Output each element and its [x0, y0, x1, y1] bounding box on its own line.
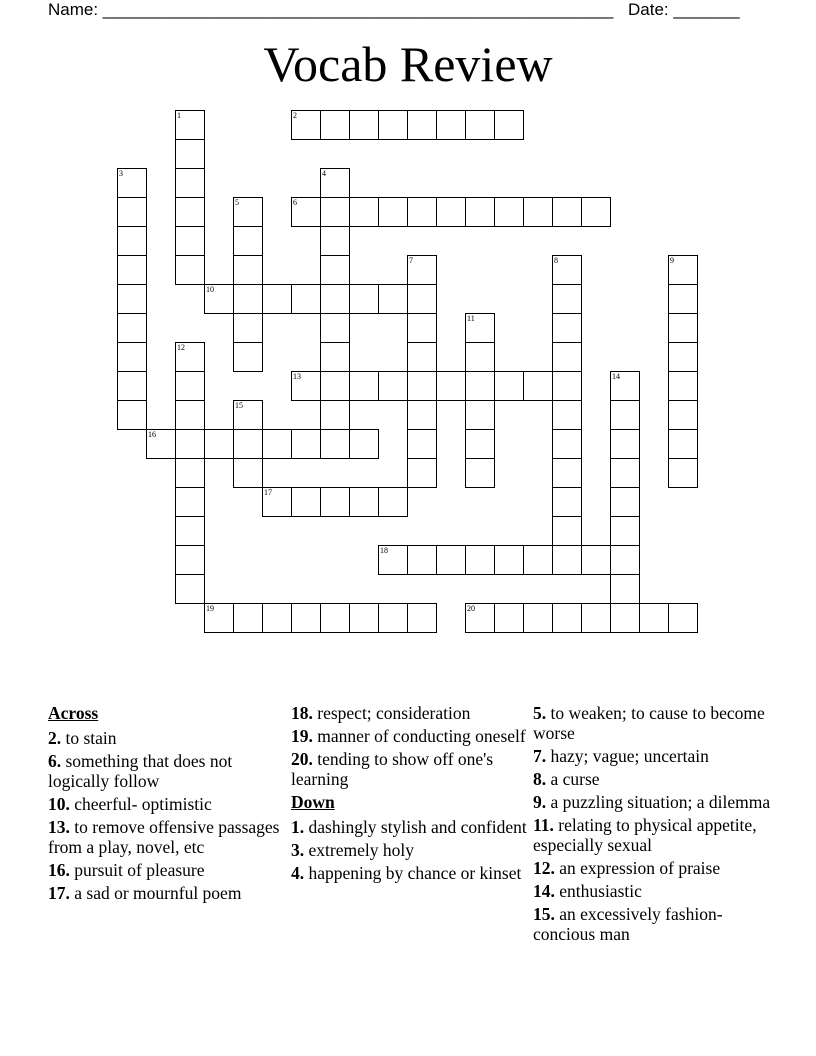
grid-cell[interactable] — [349, 487, 379, 517]
grid-cell[interactable] — [581, 603, 611, 633]
grid-cell[interactable] — [175, 110, 205, 140]
grid-cell[interactable] — [523, 603, 553, 633]
grid-cell[interactable] — [262, 487, 292, 517]
grid-cell[interactable] — [378, 371, 408, 401]
clue-item — [291, 840, 531, 860]
clue-item — [291, 749, 531, 789]
clue-number: 9 — [670, 256, 674, 265]
grid-cell[interactable] — [175, 226, 205, 256]
clue-number: 14 — [612, 372, 620, 381]
grid-cell[interactable] — [552, 429, 582, 459]
grid-cell[interactable] — [117, 255, 147, 285]
grid-cell[interactable] — [639, 603, 669, 633]
grid-cell[interactable] — [320, 197, 350, 227]
grid-cell[interactable] — [320, 284, 350, 314]
clue-item-number: 20. — [291, 749, 313, 769]
grid-cell[interactable] — [175, 574, 205, 604]
grid-cell[interactable] — [262, 603, 292, 633]
grid-cell[interactable] — [117, 371, 147, 401]
grid-cell[interactable] — [610, 487, 640, 517]
clue-number: 8 — [554, 256, 558, 265]
grid-cell[interactable] — [668, 342, 698, 372]
clue-item-text: happening by chance or kinset — [304, 863, 522, 883]
grid-cell[interactable] — [233, 342, 263, 372]
clue-number: 15 — [235, 401, 243, 410]
clue-item-number: 16. — [48, 860, 70, 880]
grid-cell[interactable] — [552, 255, 582, 285]
clue-section-heading: Down — [291, 792, 335, 812]
grid-cell[interactable] — [378, 603, 408, 633]
grid-cell[interactable] — [175, 255, 205, 285]
grid-cell[interactable] — [320, 371, 350, 401]
grid-cell[interactable] — [175, 516, 205, 546]
grid-cell[interactable] — [233, 429, 263, 459]
clue-item-number: 13. — [48, 817, 70, 837]
grid-cell[interactable] — [552, 284, 582, 314]
page-title: Vocab Review — [263, 36, 553, 92]
grid-cell[interactable] — [175, 458, 205, 488]
grid-cell[interactable] — [204, 284, 234, 314]
grid-cell[interactable] — [552, 545, 582, 575]
clue-item-text: enthusiastic — [554, 881, 642, 901]
grid-cell[interactable] — [668, 371, 698, 401]
grid-cell[interactable] — [320, 313, 350, 343]
grid-cell[interactable] — [407, 255, 437, 285]
clues-column-1 — [48, 703, 288, 906]
grid-cell[interactable] — [320, 429, 350, 459]
grid-cell[interactable] — [349, 284, 379, 314]
clue-item — [291, 817, 531, 837]
grid-cell[interactable] — [436, 197, 466, 227]
grid-cell[interactable] — [291, 603, 321, 633]
grid-cell[interactable] — [465, 313, 495, 343]
grid-cell[interactable] — [610, 458, 640, 488]
grid-cell[interactable] — [668, 255, 698, 285]
clue-item-text: a puzzling situation; a dilemma — [546, 792, 771, 812]
grid-cell[interactable] — [523, 545, 553, 575]
grid-cell[interactable] — [117, 342, 147, 372]
clue-number: 5 — [235, 198, 239, 207]
clue-item-number: 10. — [48, 794, 70, 814]
clue-item — [533, 746, 773, 766]
grid-cell[interactable] — [436, 110, 466, 140]
grid-cell[interactable] — [610, 516, 640, 546]
clue-section-heading: Across — [48, 703, 99, 723]
name-field-label: Name: ______________________________________________________ — [48, 0, 614, 19]
clue-item-text: pursuit of pleasure — [69, 860, 205, 880]
grid-cell[interactable] — [668, 429, 698, 459]
grid-cell[interactable] — [465, 603, 495, 633]
clue-item — [48, 751, 288, 791]
grid-cell[interactable] — [407, 284, 437, 314]
clue-item-number: 8. — [533, 769, 547, 789]
clue-item-text: a curse — [546, 769, 600, 789]
clue-item-number: 17. — [48, 883, 70, 903]
grid-cell[interactable] — [233, 197, 263, 227]
clue-number: 19 — [206, 604, 214, 613]
clue-number: 4 — [322, 169, 326, 178]
grid-cell[interactable] — [407, 110, 437, 140]
grid-cell[interactable] — [378, 110, 408, 140]
grid-cell[interactable] — [320, 342, 350, 372]
clue-item — [48, 817, 288, 857]
clue-number: 7 — [409, 256, 413, 265]
clue-item-text: manner of conducting oneself — [312, 726, 526, 746]
grid-cell[interactable] — [175, 139, 205, 169]
clue-item-text: cheerful- optimistic — [69, 794, 212, 814]
grid-cell[interactable] — [378, 284, 408, 314]
grid-cell[interactable] — [494, 110, 524, 140]
clue-item — [533, 769, 773, 789]
clue-item-number: 2. — [48, 728, 62, 748]
clue-item-number: 19. — [291, 726, 313, 746]
grid-cell[interactable] — [407, 603, 437, 633]
clue-item-text: an excessively fashion-concious man — [533, 904, 723, 944]
grid-cell[interactable] — [233, 284, 263, 314]
clue-item-number: 14. — [533, 881, 555, 901]
grid-cell[interactable] — [523, 371, 553, 401]
grid-cell[interactable] — [233, 226, 263, 256]
grid-cell[interactable] — [349, 110, 379, 140]
clue-item — [533, 881, 773, 901]
clue-item-text: a sad or mournful poem — [69, 883, 242, 903]
grid-cell[interactable] — [378, 545, 408, 575]
grid-cell[interactable] — [552, 603, 582, 633]
grid-cell[interactable] — [407, 429, 437, 459]
clue-item-number: 15. — [533, 904, 555, 924]
grid-cell[interactable] — [552, 371, 582, 401]
grid-cell[interactable] — [175, 429, 205, 459]
clue-item-number: 9. — [533, 792, 547, 812]
grid-cell[interactable] — [204, 603, 234, 633]
clue-item-text: to stain — [61, 728, 117, 748]
grid-cell[interactable] — [117, 197, 147, 227]
clue-item-number: 7. — [533, 746, 547, 766]
clue-item-number: 12. — [533, 858, 555, 878]
clue-item-number: 18. — [291, 703, 313, 723]
grid-cell[interactable] — [407, 342, 437, 372]
grid-cell[interactable] — [407, 371, 437, 401]
clue-number: 6 — [293, 198, 297, 207]
grid-cell[interactable] — [349, 429, 379, 459]
clue-item-number: 3. — [291, 840, 305, 860]
grid-cell[interactable] — [610, 371, 640, 401]
grid-cell[interactable] — [175, 197, 205, 227]
clue-item — [291, 703, 531, 723]
grid-cell[interactable] — [204, 429, 234, 459]
grid-cell[interactable] — [175, 342, 205, 372]
clue-number: 12 — [177, 343, 185, 352]
clue-item — [533, 858, 773, 878]
clue-number: 10 — [206, 285, 214, 294]
grid-cell[interactable] — [175, 545, 205, 575]
clue-number: 17 — [264, 488, 272, 497]
grid-cell[interactable] — [378, 197, 408, 227]
grid-cell[interactable] — [465, 197, 495, 227]
grid-cell[interactable] — [494, 371, 524, 401]
clue-item-number: 5. — [533, 703, 547, 723]
clue-number: 13 — [293, 372, 301, 381]
grid-cell[interactable] — [262, 284, 292, 314]
grid-cell[interactable] — [320, 255, 350, 285]
grid-cell[interactable] — [465, 545, 495, 575]
grid-cell[interactable] — [349, 197, 379, 227]
clue-item — [48, 728, 288, 748]
clue-number: 20 — [467, 604, 475, 613]
grid-cell[interactable] — [668, 284, 698, 314]
grid-cell[interactable] — [320, 110, 350, 140]
grid-cell[interactable] — [465, 371, 495, 401]
clue-number: 11 — [467, 314, 475, 323]
clue-item-text: respect; consideration — [312, 703, 471, 723]
clue-item-text: relating to physical appetite, especially sexual — [533, 815, 757, 855]
clue-number: 3 — [119, 169, 123, 178]
clue-item — [533, 703, 773, 743]
clue-number: 2 — [293, 111, 297, 120]
grid-cell[interactable] — [175, 168, 205, 198]
grid-cell[interactable] — [349, 371, 379, 401]
grid-cell[interactable] — [610, 400, 640, 430]
grid-cell[interactable] — [552, 342, 582, 372]
grid-cell[interactable] — [668, 603, 698, 633]
clue-item — [291, 726, 531, 746]
clue-item-number: 11. — [533, 815, 554, 835]
grid-cell[interactable] — [581, 545, 611, 575]
grid-cell[interactable] — [407, 400, 437, 430]
grid-cell[interactable] — [494, 603, 524, 633]
grid-cell[interactable] — [291, 197, 321, 227]
grid-cell[interactable] — [407, 458, 437, 488]
clue-item — [48, 794, 288, 814]
grid-cell[interactable] — [233, 313, 263, 343]
grid-cell[interactable] — [378, 487, 408, 517]
clue-item-text: dashingly stylish and confident — [304, 817, 527, 837]
clue-item-text: to weaken; to cause to become worse — [533, 703, 765, 743]
grid-cell[interactable] — [407, 545, 437, 575]
grid-cell[interactable] — [233, 458, 263, 488]
grid-cell[interactable] — [465, 342, 495, 372]
grid-cell[interactable] — [233, 400, 263, 430]
date-field-label: Date: _______ — [628, 0, 740, 19]
grid-cell[interactable] — [668, 458, 698, 488]
grid-cell[interactable] — [407, 313, 437, 343]
clue-item — [48, 883, 288, 903]
grid-cell[interactable] — [610, 603, 640, 633]
clue-item — [48, 860, 288, 880]
grid-cell[interactable] — [117, 313, 147, 343]
grid-cell[interactable] — [320, 603, 350, 633]
clue-item-text: tending to show off one's learning — [291, 749, 494, 789]
grid-cell[interactable] — [291, 284, 321, 314]
clue-item — [533, 792, 773, 812]
grid-cell[interactable] — [233, 603, 263, 633]
grid-cell[interactable] — [465, 458, 495, 488]
grid-cell[interactable] — [523, 197, 553, 227]
grid-cell[interactable] — [291, 110, 321, 140]
grid-cell[interactable] — [175, 371, 205, 401]
grid-cell[interactable] — [552, 313, 582, 343]
grid-cell[interactable] — [146, 429, 176, 459]
clue-item-text: an expression of praise — [554, 858, 721, 878]
grid-cell[interactable] — [465, 110, 495, 140]
grid-cell[interactable] — [552, 487, 582, 517]
clue-item-text: to remove offensive passages from a play, novel, etc — [48, 817, 280, 857]
grid-cell[interactable] — [117, 400, 147, 430]
grid-cell[interactable] — [494, 545, 524, 575]
clue-number: 18 — [380, 546, 388, 555]
grid-cell[interactable] — [494, 197, 524, 227]
grid-cell[interactable] — [320, 226, 350, 256]
clues-column-2 — [291, 703, 531, 886]
grid-cell[interactable] — [262, 429, 292, 459]
clue-item-text: something that does not logically follow — [48, 751, 233, 791]
grid-cell[interactable] — [668, 400, 698, 430]
clue-item-text: hazy; vague; uncertain — [546, 746, 709, 766]
grid-cell[interactable] — [465, 429, 495, 459]
grid-cell[interactable] — [465, 400, 495, 430]
grid-cell[interactable] — [175, 400, 205, 430]
grid-cell[interactable] — [610, 429, 640, 459]
clue-item — [533, 904, 773, 944]
grid-cell[interactable] — [436, 545, 466, 575]
grid-cell[interactable] — [233, 255, 263, 285]
grid-cell[interactable] — [117, 168, 147, 198]
grid-cell[interactable] — [291, 487, 321, 517]
grid-cell[interactable] — [552, 458, 582, 488]
grid-cell[interactable] — [407, 197, 437, 227]
clues-column-3 — [533, 703, 773, 947]
grid-cell[interactable] — [291, 429, 321, 459]
grid-cell[interactable] — [610, 545, 640, 575]
grid-cell[interactable] — [552, 400, 582, 430]
grid-cell[interactable] — [320, 400, 350, 430]
clue-number: 16 — [148, 430, 156, 439]
clue-item-number: 1. — [291, 817, 305, 837]
grid-cell[interactable] — [668, 313, 698, 343]
grid-cell[interactable] — [117, 226, 147, 256]
clue-item-text: extremely holy — [304, 840, 414, 860]
grid-cell[interactable] — [320, 168, 350, 198]
clue-item — [533, 815, 773, 855]
clue-number: 1 — [177, 111, 181, 120]
grid-cell[interactable] — [320, 487, 350, 517]
grid-cell[interactable] — [610, 574, 640, 604]
grid-cell[interactable] — [436, 371, 466, 401]
grid-cell[interactable] — [552, 197, 582, 227]
grid-cell[interactable] — [175, 487, 205, 517]
grid-cell[interactable] — [291, 371, 321, 401]
grid-cell[interactable] — [581, 197, 611, 227]
grid-cell[interactable] — [349, 603, 379, 633]
clue-item — [291, 863, 531, 883]
grid-cell[interactable] — [117, 284, 147, 314]
clue-item-number: 4. — [291, 863, 305, 883]
clue-item-number: 6. — [48, 751, 62, 771]
grid-cell[interactable] — [552, 516, 582, 546]
